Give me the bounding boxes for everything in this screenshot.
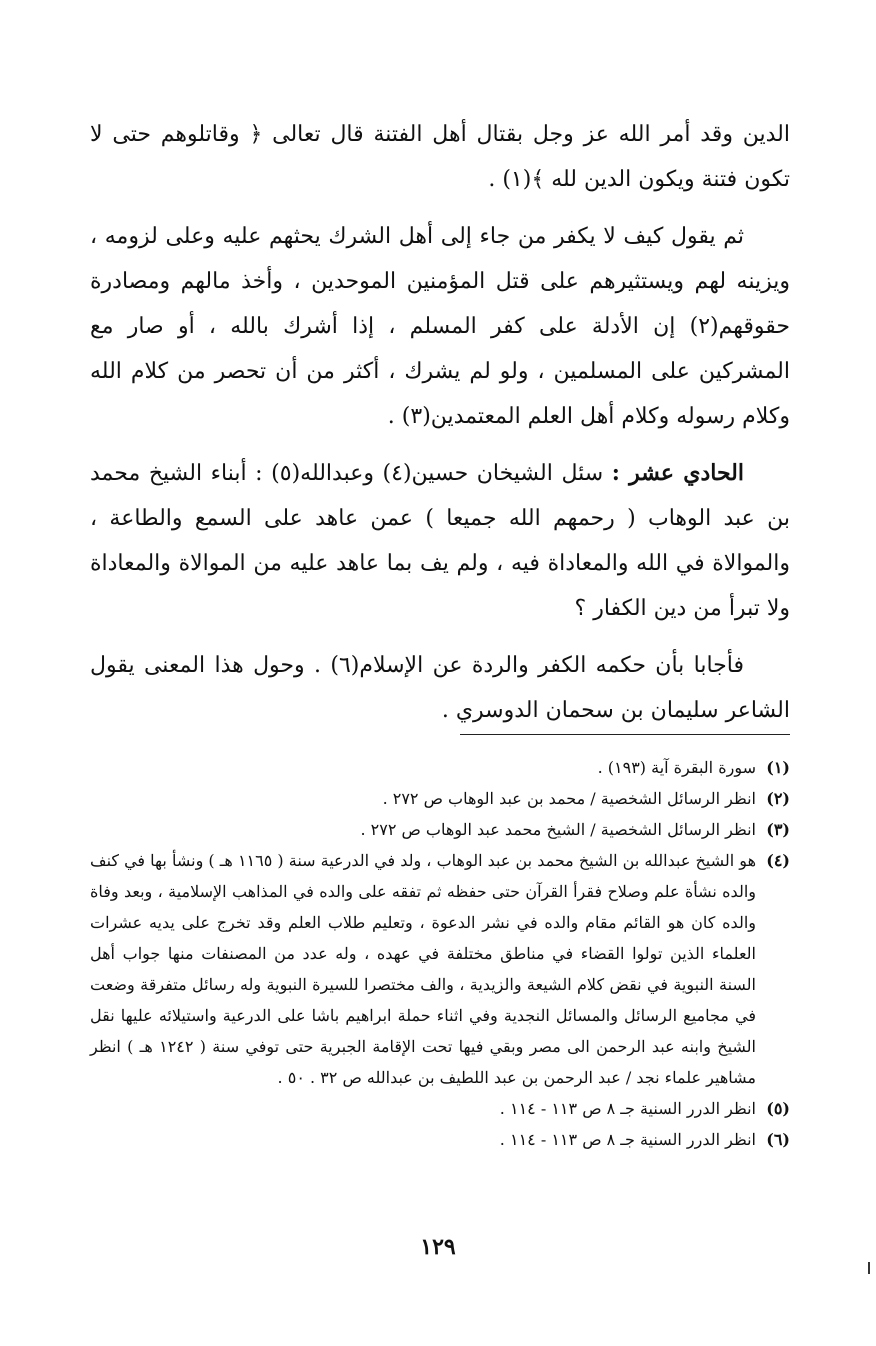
section-heading-eleventh: الحادي عشر : — [611, 460, 744, 486]
footnote-separator — [460, 734, 790, 735]
footnote-number: (٦) — [766, 1130, 790, 1149]
paragraph-4-text: فأجابا بأن حكمه الكفر والردة عن الإسلام(٦) . وحول هذا المعنى يقول الشاعر سليمان بن سحمان الدوسري . — [90, 653, 790, 723]
footnote-text: انظر الدرر السنية جـ ٨ ص ١١٣ - ١١٤ . — [499, 1130, 756, 1149]
paragraph-1-text: الدين وقد أمر الله عز وجل بقتال أهل الفتنة قال تعالى ﴿ وقاتلوهم حتى لا تكون فتنة ويكون الدين لله ﴾(١) . — [90, 122, 790, 192]
footnote-text: انظر الرسائل الشخصية / الشيخ محمد عبد الوهاب ص ٢٧٢ . — [360, 820, 756, 839]
paragraph-2-text: ثم يقول كيف لا يكفر من جاء إلى أهل الشرك يحثهم عليه وعلى لزومه ، ويزينه لهم ويستثيرهم على قتل المؤمنين الموحدين ، وأخذ مالهم ومصادرة حقوقهم(٢) إن الأدلة على كفر المسلم ، إذا أشرك بالله ، أو صار مع المشركين على المسلمين ، ولو لم يشرك ، أكثر من أن تحصر من كلام الله وكلام رسوله وكلام أهل العلم المعتمدين(٣) . — [90, 224, 790, 429]
paragraph-3 — [90, 451, 790, 631]
paragraph-4 — [90, 643, 790, 733]
main-text — [90, 112, 790, 745]
footnote-number: (٢) — [766, 789, 790, 808]
paragraph-1 — [90, 112, 790, 202]
footnote-text: سورة البقرة آية (١٩٣) . — [597, 758, 756, 777]
footnote-1 — [90, 752, 790, 783]
paragraph-2 — [90, 214, 790, 439]
footnote-text: انظر الرسائل الشخصية / محمد بن عبد الوهاب ص ٢٧٢ . — [382, 789, 756, 808]
footnote-number: (٥) — [766, 1099, 790, 1118]
footnote-number: (٣) — [766, 820, 790, 839]
footnote-2 — [90, 783, 790, 814]
footnote-text: انظر الدرر السنية جـ ٨ ص ١١٣ - ١١٤ . — [499, 1099, 756, 1118]
footnote-number: (١) — [766, 758, 790, 777]
page-number: ١٢٩ — [420, 1234, 456, 1260]
footnote-4 — [90, 845, 790, 1093]
footnotes — [90, 752, 790, 1155]
footnote-3 — [90, 814, 790, 845]
footnote-text: هو الشيخ عبدالله بن الشيخ محمد بن عبد الوهاب ، ولد في الدرعية سنة ( ١١٦٥ هـ ) ونشأ بها في كنف والده نشأة علم وصلاح فقرأ القرآن حتى حفظه ثم تفقه على والده في المذاهب الإسلامية ، وبعد وفاة والده كان هو القائم مقام والده في نشر الدعوة ، وتعليم طلاب العلم وقد تخرج على يديه عشرات العلماء الذين تولوا القضاء في مناطق مختلفة في عهده ، وله عدد من المصنفات منها جواب أهل السنة النبوية في نقض كلام الشيعة والزيدية ، والف مختصرا للسيرة النبوية وله رسائل متفرقة وضعت في مجاميع الرسائل والمسائل النجدية وفي اثناء حملة ابراهيم باشا على الدرعية واستيلائه عليها نقل الشيخ وابنه عبد الرحمن الى مصر وبقي فيها تحت الإقامة الجبرية حتى توفي سنة ( ١٢٤٢ هـ ) انظر مشاهير علماء نجد / عبد الرحمن بن عبد اللطيف بن عبدالله ص ٣٢ . ٥٠ . — [90, 851, 757, 1087]
footnote-5 — [90, 1093, 790, 1124]
paragraph-3-text: سئل الشيخان حسين(٤) وعبدالله(٥) : أبناء الشيخ محمد بن عبد الوهاب ( رحمهم الله جميعا ) عمن عاهد على السمع والطاعة ، والموالاة في الله والمعاداة فيه ، ولم يف بما عاهد عليه من الموالاة والمعاداة ولا تبرأ من دين الكفار ؟ — [90, 461, 790, 621]
footnote-number: (٤) — [766, 851, 790, 870]
scan-edge-mark — [868, 1262, 870, 1274]
footnote-6 — [90, 1124, 790, 1155]
